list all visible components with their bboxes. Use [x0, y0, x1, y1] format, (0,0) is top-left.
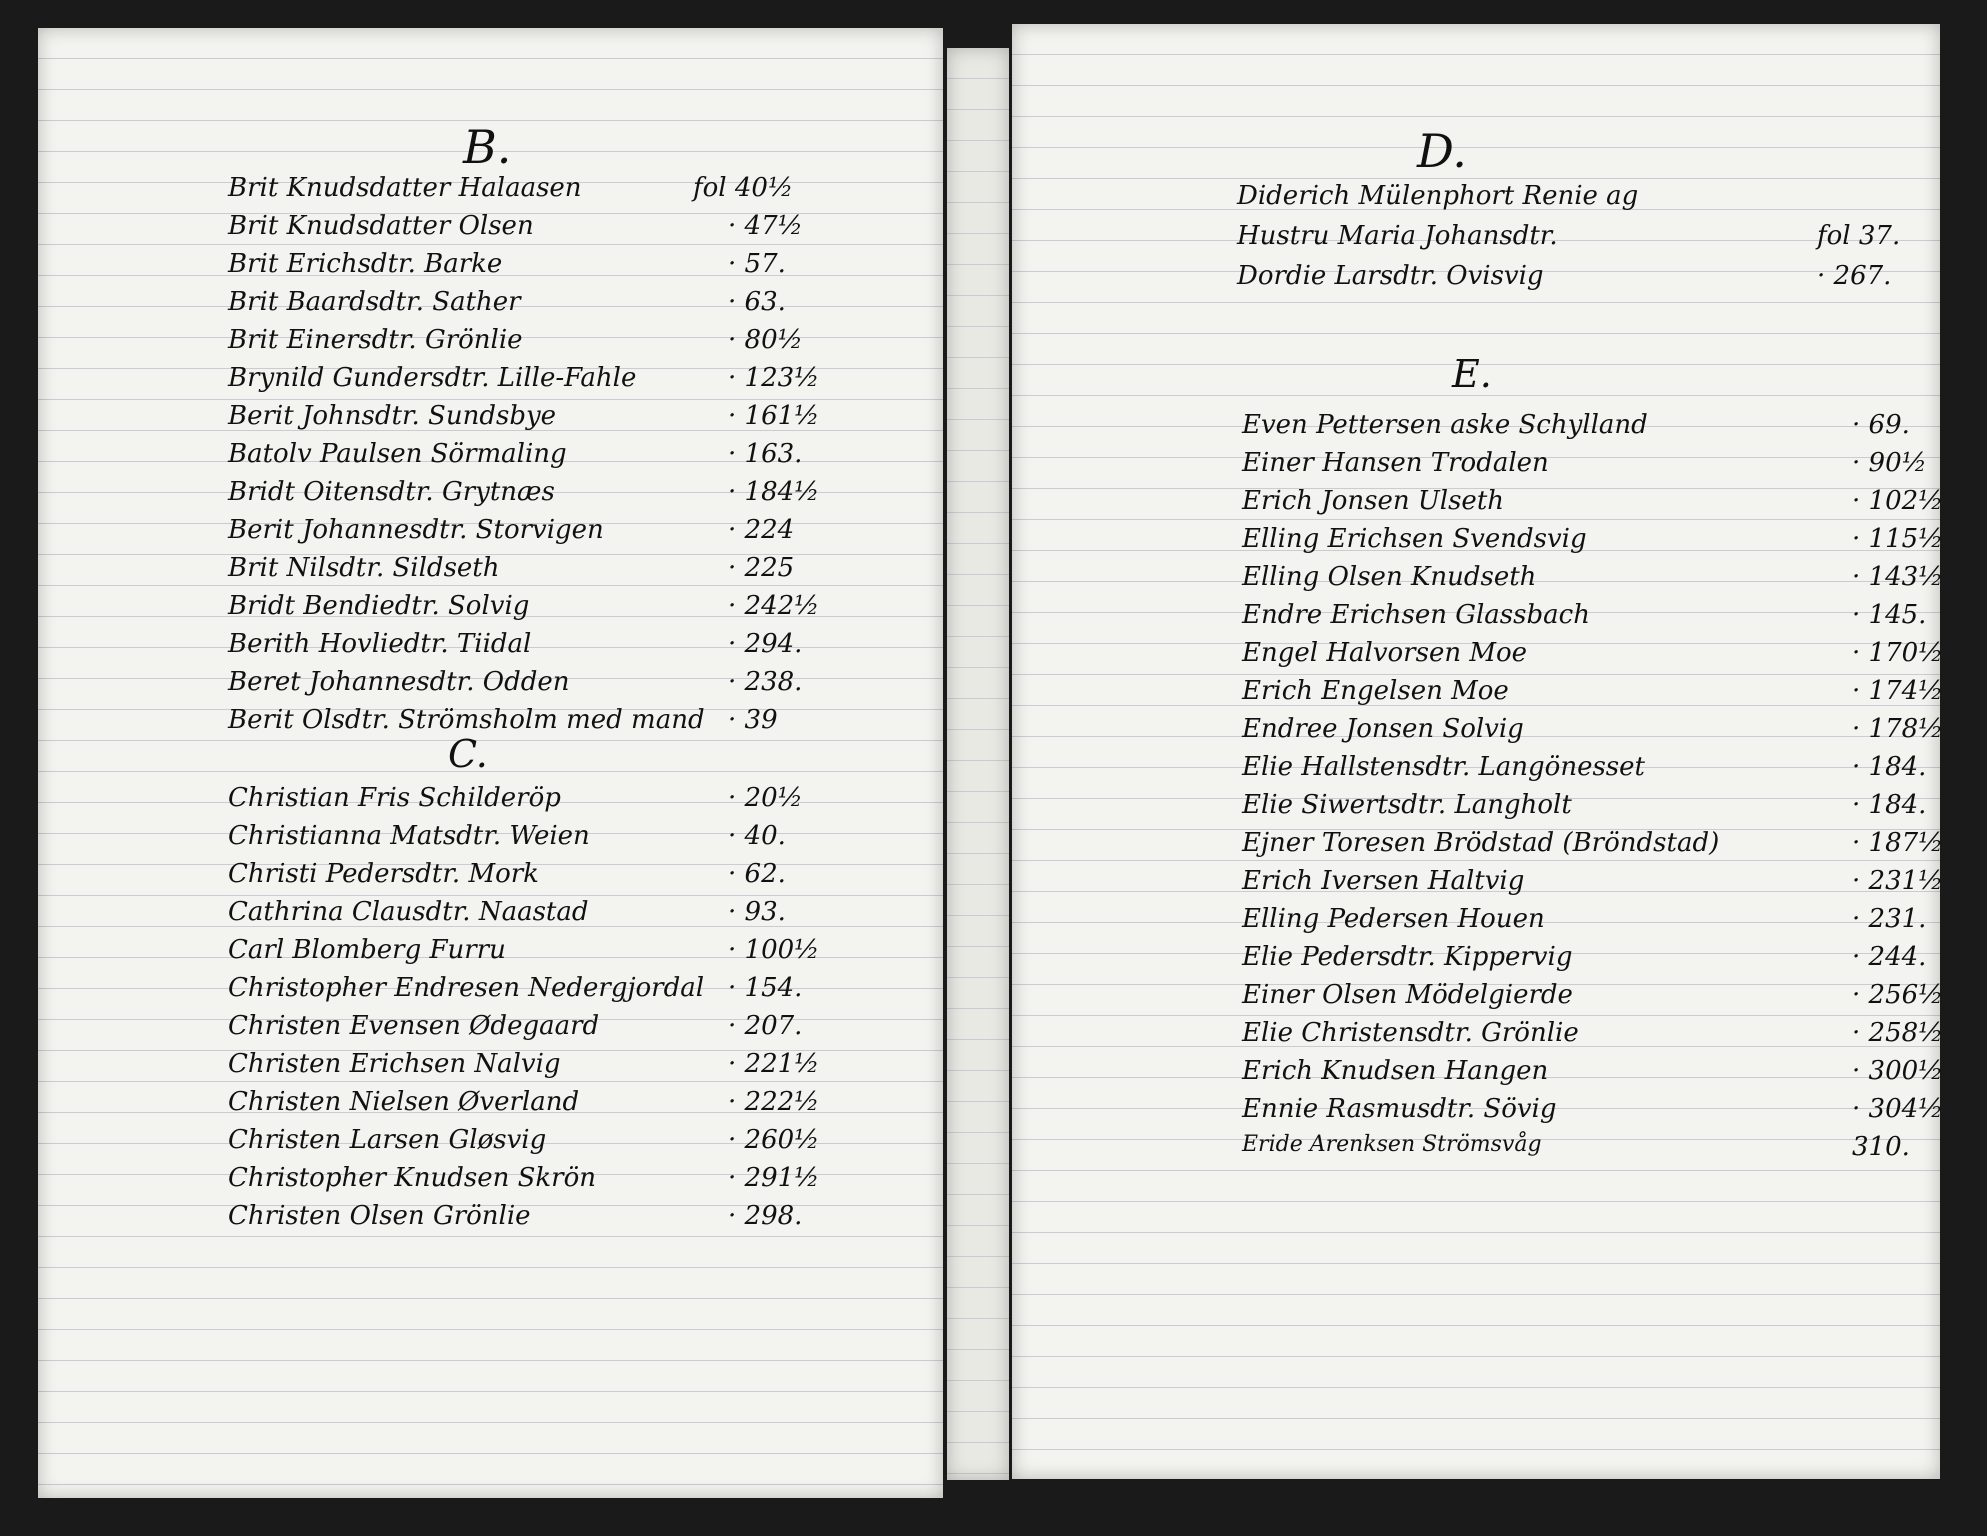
- entry-folio: · 163.: [728, 439, 803, 469]
- entry-name: Christopher Knudsen Skrön: [228, 1163, 596, 1193]
- entry-name: Even Pettersen aske Schylland: [1242, 410, 1648, 440]
- list-item: [228, 401, 928, 437]
- entry-folio: 310.: [1852, 1132, 1910, 1162]
- list-item: [228, 859, 928, 895]
- entry-name: Berit Olsdtr. Strömsholm med mand: [228, 705, 705, 735]
- entry-name: Elling Erichsen Svendsvig: [1242, 524, 1587, 554]
- entry-name: Bridt Bendiedtr. Solvig: [228, 591, 530, 621]
- list-item: [228, 515, 928, 551]
- entry-folio: · 298.: [728, 1201, 803, 1231]
- entry-folio: · 69.: [1852, 410, 1910, 440]
- binding-gutter: [947, 48, 1009, 1480]
- entry-folio: · 225: [728, 553, 795, 583]
- entry-name: Ennie Rasmusdtr. Sövig: [1242, 1094, 1557, 1124]
- entry-folio: fol 40½: [693, 173, 794, 203]
- entry-name: Endre Erichsen Glassbach: [1242, 600, 1590, 630]
- entry-folio: · 63.: [728, 287, 786, 317]
- entry-name: Elie Christensdtr. Grönlie: [1242, 1018, 1579, 1048]
- entry-name: Dordie Larsdtr. Ovisvig: [1237, 261, 1544, 291]
- entry-name: Brit Knudsdatter Olsen: [228, 211, 534, 241]
- entry-name: Ejner Toresen Brödstad (Bröndstad): [1242, 828, 1720, 858]
- list-item: [1242, 980, 1944, 1016]
- entry-folio: · 178½: [1852, 714, 1944, 744]
- entry-name: Brit Einersdtr. Grönlie: [228, 325, 523, 355]
- entry-name: Bridt Oitensdtr. Grytnæs: [228, 477, 555, 507]
- entry-folio: · 258½: [1852, 1018, 1944, 1048]
- list-item: [228, 1087, 928, 1123]
- entry-folio: · 100½: [728, 935, 820, 965]
- entry-name: Christen Olsen Grönlie: [228, 1201, 531, 1231]
- list-item: [228, 287, 928, 323]
- list-item: [228, 173, 928, 209]
- entry-folio: · 221½: [728, 1049, 820, 1079]
- entry-name: Christen Larsen Gløsvig: [228, 1125, 547, 1155]
- list-item: [1242, 1094, 1944, 1130]
- entry-name: Cathrina Clausdtr. Naastad: [228, 897, 589, 927]
- list-item: [228, 249, 928, 285]
- entry-folio: · 231.: [1852, 904, 1927, 934]
- list-item: [1242, 486, 1944, 522]
- list-item: [1242, 676, 1944, 712]
- entry-name: Hustru Maria Johansdtr.: [1237, 221, 1558, 251]
- entry-name: Brit Erichsdtr. Barke: [228, 249, 503, 279]
- list-item: [1237, 261, 1927, 297]
- list-item: [228, 553, 928, 589]
- entry-name: Endree Jonsen Solvig: [1242, 714, 1524, 744]
- entry-folio: · 47½: [728, 211, 803, 241]
- entry-folio: · 244.: [1852, 942, 1927, 972]
- entry-folio: · 115½: [1852, 524, 1944, 554]
- entry-name: Elie Hallstensdtr. Langönesset: [1242, 752, 1645, 782]
- entry-folio: · 256½: [1852, 980, 1944, 1010]
- entry-name: Elie Siwertsdtr. Langholt: [1242, 790, 1572, 820]
- list-item: [1242, 448, 1932, 484]
- list-item: [1242, 1132, 1932, 1168]
- list-item: [228, 821, 928, 857]
- entry-folio: · 267.: [1817, 261, 1892, 291]
- entry-folio: · 20½: [728, 783, 803, 813]
- list-item: [228, 629, 928, 665]
- entry-folio: · 224: [728, 515, 795, 545]
- entry-folio: · 222½: [728, 1087, 820, 1117]
- entry-name: Christen Evensen Ødegaard: [228, 1011, 600, 1041]
- entry-name: Elling Pedersen Houen: [1242, 904, 1545, 934]
- entry-name: Batolv Paulsen Sörmaling: [228, 439, 567, 469]
- entry-folio: · 102½: [1852, 486, 1944, 516]
- entry-folio: · 57.: [728, 249, 786, 279]
- list-item: [1242, 1018, 1944, 1054]
- list-item: [228, 667, 928, 703]
- entry-folio: · 145.: [1852, 600, 1927, 630]
- list-item: [228, 1125, 928, 1161]
- list-item: [1242, 524, 1944, 560]
- list-item: [1242, 752, 1932, 788]
- entry-folio: · 294.: [728, 629, 803, 659]
- list-item: [1242, 562, 1944, 598]
- entry-name: Christopher Endresen Nedergjordal: [228, 973, 705, 1003]
- list-item: [228, 783, 928, 819]
- entry-folio: · 242½: [728, 591, 820, 621]
- entry-folio: · 161½: [728, 401, 820, 431]
- entry-folio: · 174½: [1852, 676, 1944, 706]
- list-item: [228, 1163, 928, 1199]
- entry-folio: · 170½: [1852, 638, 1944, 668]
- entry-name: Erich Jonsen Ulseth: [1242, 486, 1505, 516]
- list-item: [1237, 181, 1927, 217]
- entry-folio: · 154.: [728, 973, 803, 1003]
- entry-name: Berit Johannesdtr. Storvigen: [228, 515, 604, 545]
- right-page: [1012, 24, 1944, 1479]
- entry-name: Erich Knudsen Hangen: [1242, 1056, 1549, 1086]
- entry-folio: · 90½: [1852, 448, 1927, 478]
- entry-name: Christen Nielsen Øverland: [228, 1087, 580, 1117]
- list-item: [1237, 221, 1927, 257]
- entry-folio: · 238.: [728, 667, 803, 697]
- entry-folio: · 143½: [1852, 562, 1944, 592]
- entry-folio: · 304½: [1852, 1094, 1944, 1124]
- entry-folio: fol 37.: [1817, 221, 1901, 251]
- list-item: [228, 973, 928, 1009]
- entry-name: Brynild Gundersdtr. Lille-Fahle: [228, 363, 637, 393]
- section-letter-e: E.: [1452, 352, 1492, 396]
- list-item: [228, 1201, 928, 1237]
- entry-name: Erich Iversen Haltvig: [1242, 866, 1525, 896]
- entry-name: Christi Pedersdtr. Mork: [228, 859, 539, 889]
- entry-folio: · 123½: [728, 363, 820, 393]
- entry-name: Diderich Mülenphort Renie ag: [1237, 181, 1639, 211]
- entry-folio: · 184.: [1852, 752, 1927, 782]
- section-letter-d: D.: [1417, 124, 1467, 178]
- entry-name: Einer Olsen Mödelgierde: [1242, 980, 1573, 1010]
- entry-folio: · 231½: [1852, 866, 1944, 896]
- list-item: [1242, 828, 1944, 864]
- entry-name: Elling Olsen Knudseth: [1242, 562, 1537, 592]
- entry-folio: · 39: [728, 705, 778, 735]
- entry-name: Beret Johannesdtr. Odden: [228, 667, 570, 697]
- list-item: [228, 211, 928, 247]
- entry-name: Christianna Matsdtr. Weien: [228, 821, 590, 851]
- entry-name: Brit Knudsdatter Halaasen: [228, 173, 582, 203]
- entry-name: Christian Fris Schilderöp: [228, 783, 561, 813]
- list-item: [1242, 904, 1932, 940]
- list-item: [1242, 1056, 1944, 1092]
- entry-name: Berit Johnsdtr. Sundsbye: [228, 401, 557, 431]
- list-item: [1242, 790, 1932, 826]
- list-item: [228, 591, 928, 627]
- left-page: [38, 28, 943, 1498]
- entry-name: Carl Blomberg Furru: [228, 935, 506, 965]
- entry-folio: · 184.: [1852, 790, 1927, 820]
- list-item: [1242, 942, 1932, 978]
- list-item: [228, 325, 928, 361]
- entry-folio: · 260½: [728, 1125, 820, 1155]
- entry-name: Einer Hansen Trodalen: [1242, 448, 1549, 478]
- list-item: [1242, 638, 1944, 674]
- entry-folio: · 40.: [728, 821, 786, 851]
- entry-folio: · 187½: [1852, 828, 1944, 858]
- list-item: [228, 935, 928, 971]
- entry-folio: · 93.: [728, 897, 786, 927]
- list-item: [228, 1049, 928, 1085]
- entry-name: Christen Erichsen Nalvig: [228, 1049, 561, 1079]
- entry-folio: · 80½: [728, 325, 803, 355]
- list-item: [228, 1011, 928, 1047]
- list-item: [228, 705, 928, 741]
- list-item: [1242, 714, 1944, 750]
- list-item: [1242, 600, 1932, 636]
- list-item: [228, 439, 928, 475]
- entry-name: Berith Hovliedtr. Tiidal: [228, 629, 532, 659]
- entry-folio: · 207.: [728, 1011, 803, 1041]
- list-item: [228, 897, 928, 933]
- entry-name: Elie Pedersdtr. Kippervig: [1242, 942, 1573, 972]
- entry-name: Brit Nilsdtr. Sildseth: [228, 553, 500, 583]
- list-item: [228, 363, 928, 399]
- list-item: [1242, 410, 1932, 446]
- list-item: [228, 477, 928, 513]
- entry-folio: · 184½: [728, 477, 820, 507]
- entry-folio: · 62.: [728, 859, 786, 889]
- entry-folio: · 291½: [728, 1163, 820, 1193]
- entry-folio: · 300½: [1852, 1056, 1944, 1086]
- section-letter-c: C.: [448, 732, 488, 776]
- section-letter-b: B.: [463, 120, 512, 174]
- entry-name: Erich Engelsen Moe: [1242, 676, 1509, 706]
- list-item: [1242, 866, 1944, 902]
- entry-name: Brit Baardsdtr. Sather: [228, 287, 521, 317]
- entry-name: Engel Halvorsen Moe: [1242, 638, 1527, 668]
- entry-name: Eride Arenksen Strömsvåg: [1242, 1132, 1542, 1157]
